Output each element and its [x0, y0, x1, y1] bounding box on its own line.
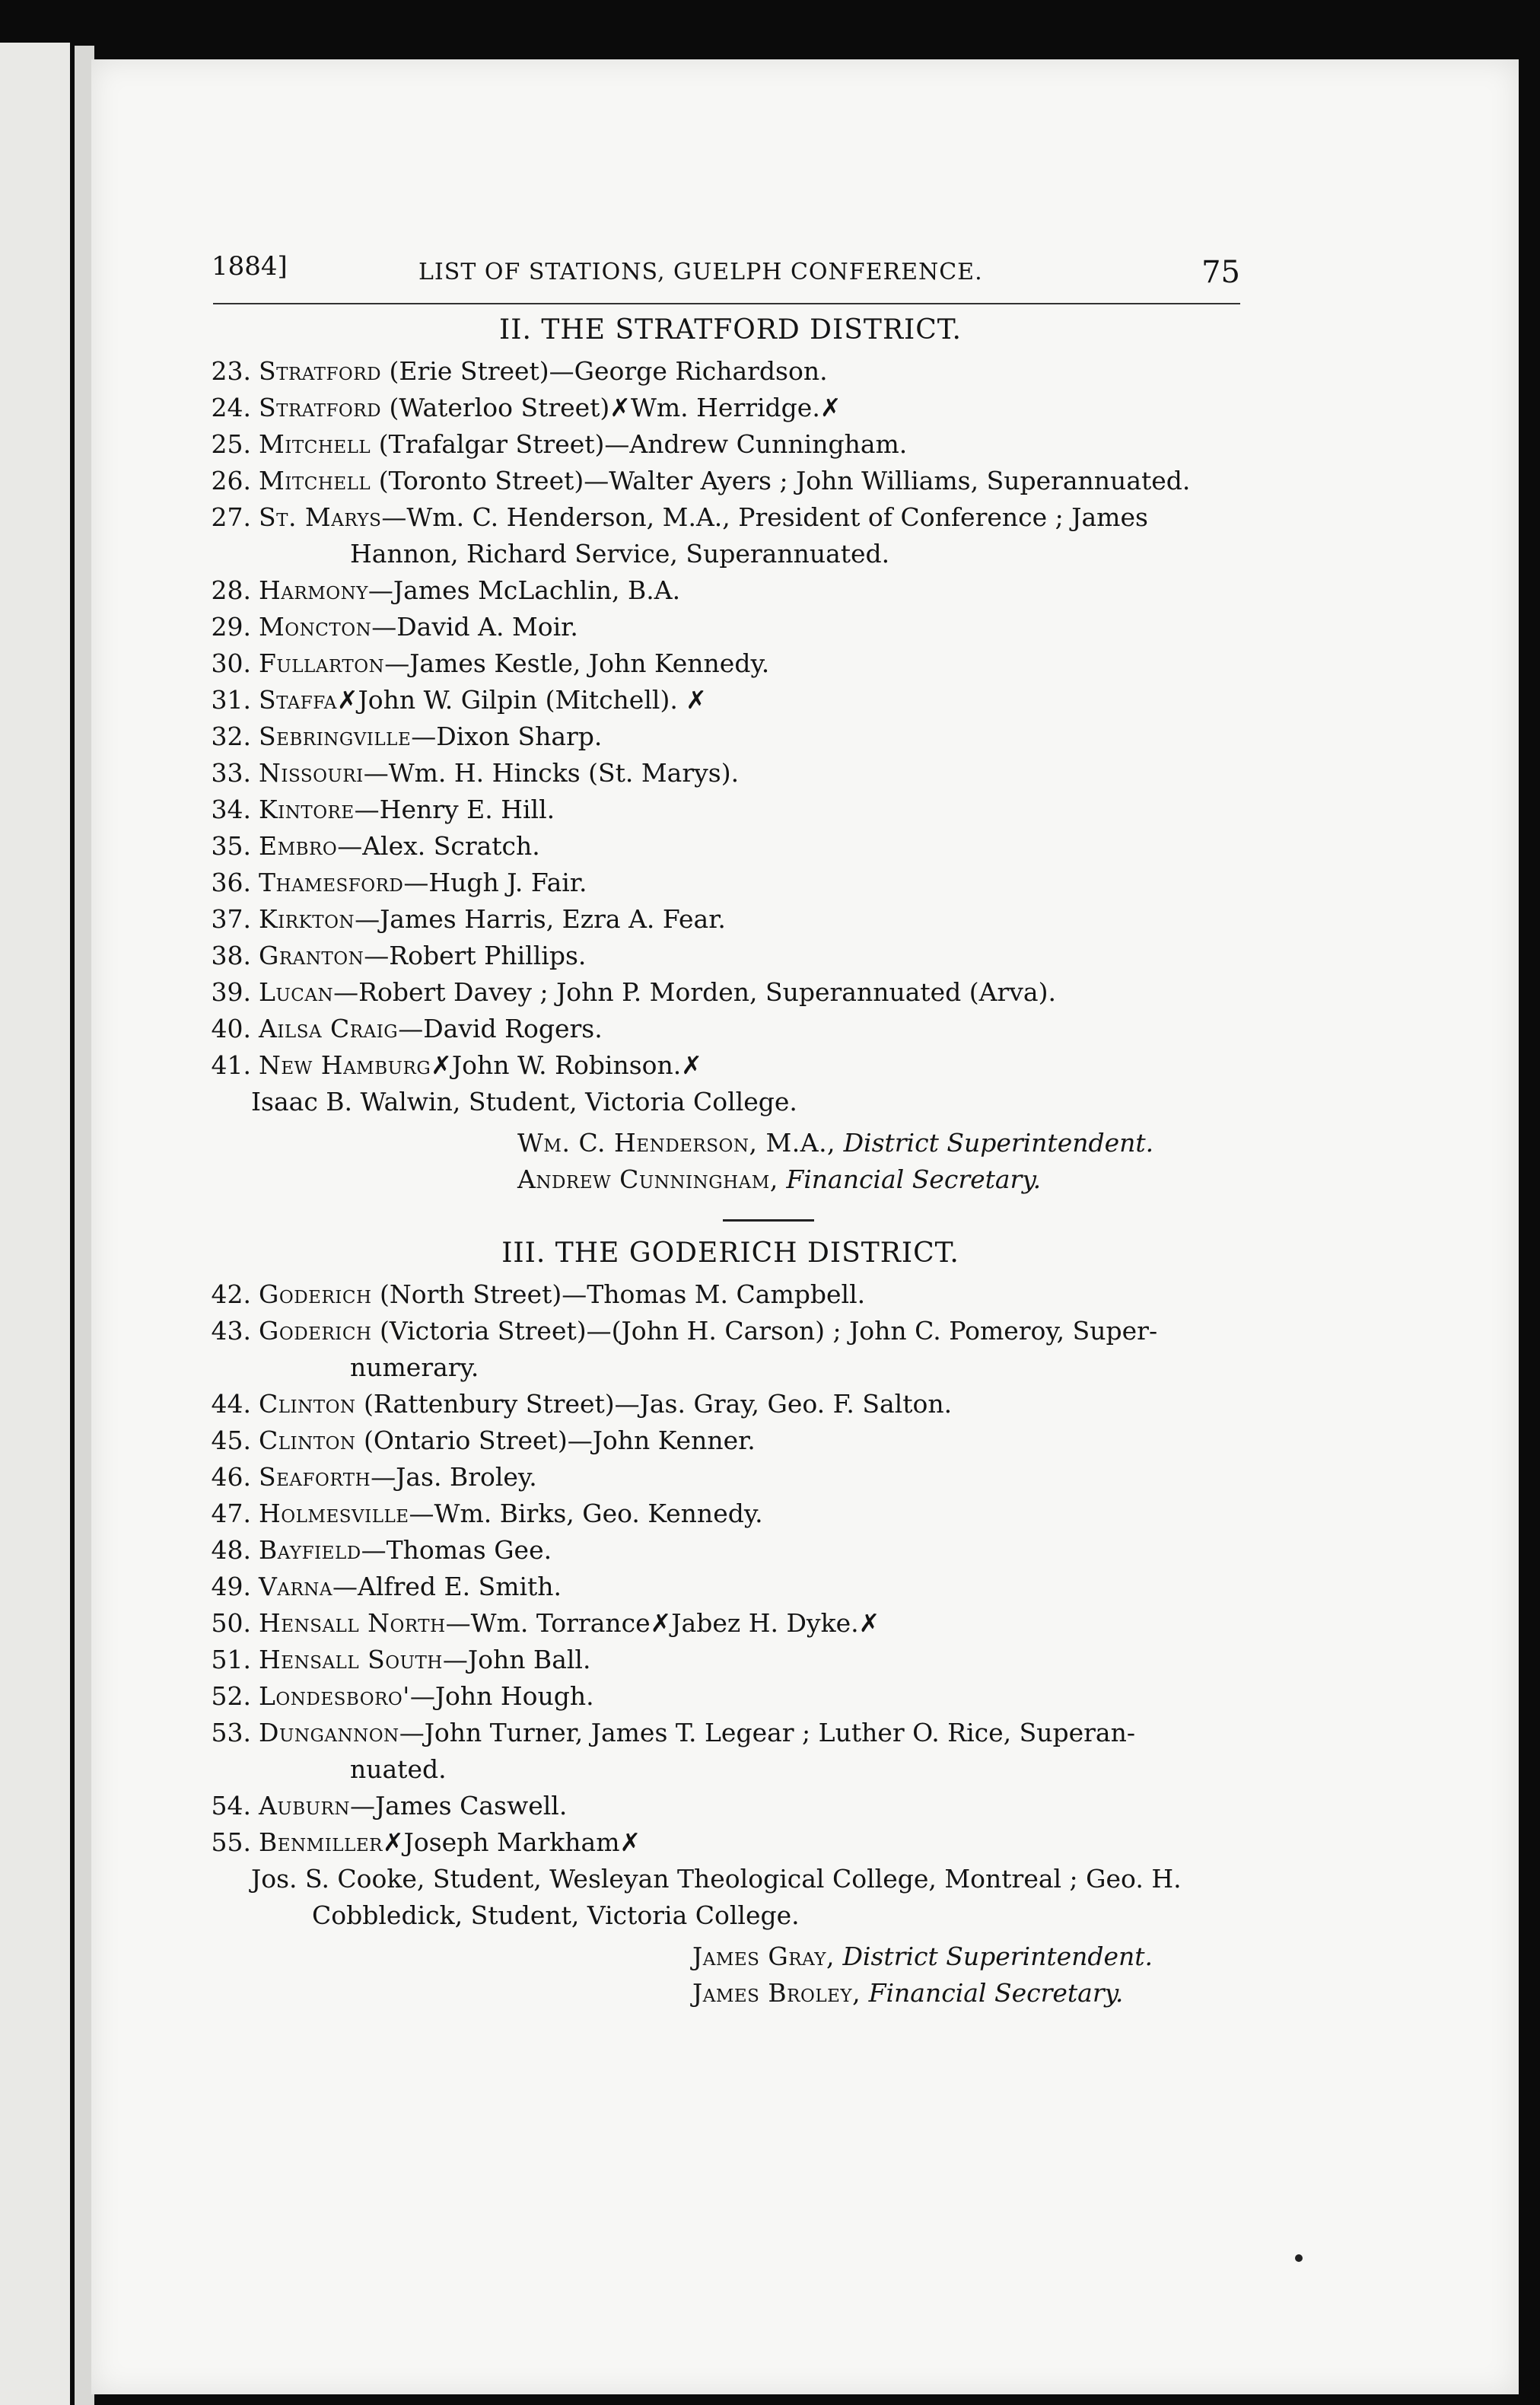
- station-place: Nissouri: [259, 758, 364, 788]
- station-text: [259, 645, 1255, 682]
- station-number: 52.: [211, 1681, 251, 1711]
- station-number: 25.: [211, 429, 251, 459]
- station-ministers: —John Ball.: [442, 1645, 591, 1674]
- station-text: [259, 865, 1255, 901]
- station-number: 50.: [211, 1608, 251, 1638]
- station-number: 46.: [211, 1462, 251, 1492]
- station-place: Fullarton: [259, 648, 385, 678]
- officer-role: Financial Secretary.: [786, 1164, 1042, 1194]
- station-ministers: —Dixon Sharp.: [411, 722, 603, 751]
- station-entry: [205, 1459, 1255, 1496]
- station-entry: [205, 390, 1255, 426]
- officer-name: Andrew Cunningham,: [517, 1164, 778, 1194]
- station-number: 49.: [211, 1572, 251, 1601]
- ink-speck: [1295, 2254, 1303, 2262]
- officer-line: [517, 1125, 1255, 1161]
- station-number: 51.: [211, 1645, 251, 1674]
- station-place: Stratford: [259, 356, 382, 386]
- station-ministers: —Hugh J. Fair.: [403, 868, 587, 897]
- station-place: Kirkton: [259, 904, 355, 934]
- station-number: 27.: [211, 502, 251, 532]
- section-divider: [723, 1219, 814, 1222]
- officer-name: James Broley,: [692, 1978, 861, 2008]
- station-text-continued: Hannon, Richard Service, Superannuated.: [350, 539, 890, 569]
- station-number: 28.: [211, 575, 251, 605]
- station-entry: [205, 426, 1255, 463]
- station-ministers: —James Kestle, John Kennedy.: [384, 648, 770, 678]
- officer-line: [692, 1938, 1255, 1975]
- station-ministers: —James Caswell.: [349, 1791, 568, 1820]
- officer-name: Wm. C. Henderson, M.A.,: [517, 1128, 836, 1158]
- station-entry: [205, 609, 1255, 645]
- station-entry: [205, 682, 1255, 718]
- student-note: [205, 1861, 1255, 1934]
- station-ministers: —Wm. Birks, Geo. Kennedy.: [409, 1499, 763, 1528]
- officer-role: District Superintendent.: [843, 1128, 1154, 1158]
- station-text: [259, 1678, 1255, 1715]
- station-entry: [205, 1788, 1255, 1824]
- station-text: [259, 1459, 1255, 1496]
- station-number: 36.: [211, 868, 251, 897]
- station-number: 34.: [211, 795, 251, 824]
- station-ministers: —Wm. Torrance✗Jabez H. Dyke.✗: [445, 1608, 880, 1638]
- station-number: 47.: [211, 1499, 251, 1528]
- station-entry: [205, 828, 1255, 865]
- station-number: 45.: [211, 1425, 251, 1455]
- station-place: Mitchell: [259, 429, 371, 459]
- station-text: [259, 901, 1255, 938]
- station-ministers: —Alex. Scratch.: [337, 831, 540, 861]
- district-sections: [205, 312, 1255, 2012]
- station-text: [259, 1422, 1255, 1459]
- station-place: Holmesville: [259, 1499, 409, 1528]
- station-number: 23.: [211, 356, 251, 386]
- station-text: [259, 938, 1255, 974]
- page-number: 75: [1201, 255, 1240, 290]
- station-place: Staffa: [259, 685, 337, 715]
- station-entry: [205, 1678, 1255, 1715]
- officer-name: James Gray,: [692, 1942, 835, 1971]
- station-ministers: (Waterloo Street)✗Wm. Herridge.✗: [381, 393, 842, 422]
- station-text: [259, 1532, 1255, 1569]
- station-place: Sebringville: [259, 722, 412, 751]
- station-place: Thamesford: [259, 868, 404, 897]
- station-ministers: —John Hough.: [409, 1681, 594, 1711]
- station-entry: [205, 792, 1255, 828]
- station-ministers: —Thomas Gee.: [361, 1535, 552, 1565]
- station-entry: [205, 1715, 1255, 1788]
- station-text: [259, 974, 1255, 1011]
- station-text: [259, 1276, 1255, 1313]
- station-text: [259, 1788, 1255, 1824]
- station-text: [259, 792, 1255, 828]
- station-place: Granton: [259, 941, 364, 970]
- student-note: [205, 1084, 1255, 1120]
- station-text-continued: numerary.: [350, 1352, 479, 1382]
- station-number: 35.: [211, 831, 251, 861]
- station-text: [259, 755, 1255, 792]
- station-entry: [205, 755, 1255, 792]
- station-place: Ailsa Craig: [259, 1014, 399, 1043]
- station-number: 41.: [211, 1050, 251, 1080]
- station-ministers: (Ontario Street)—John Kenner.: [355, 1425, 756, 1455]
- station-ministers: (Trafalgar Street)—Andrew Cunningham.: [371, 429, 908, 459]
- header-year: 1884]: [212, 251, 288, 282]
- station-text: [259, 1386, 1255, 1422]
- station-place: Clinton: [259, 1389, 356, 1419]
- station-place: Clinton: [259, 1425, 356, 1455]
- station-ministers: (Toronto Street)—Walter Ayers ; John Williams, Superannuated.: [371, 466, 1191, 495]
- station-ministers: —Alfred E. Smith.: [332, 1572, 562, 1601]
- station-number: 29.: [211, 612, 251, 642]
- station-text: [259, 1605, 1255, 1642]
- station-entry: [205, 901, 1255, 938]
- officer-role: Financial Secretary.: [868, 1978, 1124, 2008]
- station-text: [259, 390, 1255, 426]
- officer-line: [517, 1161, 1255, 1198]
- station-text: [259, 609, 1255, 645]
- station-entry: [205, 572, 1255, 609]
- station-number: 31.: [211, 685, 251, 715]
- station-place: Hensall North: [259, 1608, 446, 1638]
- station-ministers: ✗John W. Gilpin (Mitchell). ✗: [336, 685, 707, 715]
- station-place: Auburn: [259, 1791, 350, 1820]
- station-number: 55.: [211, 1827, 251, 1857]
- station-entry: [205, 353, 1255, 390]
- station-text: [259, 572, 1255, 609]
- station-text: [259, 828, 1255, 865]
- station-ministers: ✗John W. Robinson.✗: [431, 1050, 702, 1080]
- station-entry: [205, 1824, 1255, 1861]
- station-entry: [205, 1422, 1255, 1459]
- station-entry: [205, 1047, 1255, 1084]
- student-note-line: Jos. S. Cooke, Student, Wesleyan Theological College, Montreal ; Geo. H.: [251, 1864, 1182, 1894]
- header-title: LIST OF STATIONS, GUELPH CONFERENCE.: [418, 259, 983, 285]
- station-number: 48.: [211, 1535, 251, 1565]
- station-text: [259, 1642, 1255, 1678]
- station-text: [259, 499, 1255, 536]
- station-ministers: ✗Joseph Markham✗: [382, 1827, 641, 1857]
- station-ministers: (Victoria Street)—(John H. Carson) ; John C. Pomeroy, Super-: [371, 1316, 1158, 1346]
- station-entry: [205, 499, 1255, 572]
- station-text: [259, 1715, 1255, 1751]
- district-officers: [205, 1125, 1255, 1198]
- running-header: [205, 244, 1255, 297]
- district-officers: [205, 1938, 1255, 2012]
- station-entry: [205, 1496, 1255, 1532]
- station-entry: [205, 1532, 1255, 1569]
- station-place: Seaforth: [259, 1462, 371, 1492]
- station-ministers: —John Turner, James T. Legear ; Luther O. Rice, Superan-: [399, 1718, 1135, 1747]
- station-place: New Hamburg: [259, 1050, 431, 1080]
- station-text: [259, 353, 1255, 390]
- page-content: [205, 244, 1255, 2012]
- station-place: Moncton: [259, 612, 372, 642]
- station-number: 32.: [211, 722, 251, 751]
- station-entry: [205, 938, 1255, 974]
- station-text: [259, 682, 1255, 718]
- station-place: Benmiller: [259, 1827, 383, 1857]
- station-number: 37.: [211, 904, 251, 934]
- station-text: [259, 718, 1255, 755]
- station-ministers: —Wm. H. Hincks (St. Marys).: [363, 758, 740, 788]
- station-entry: [205, 645, 1255, 682]
- station-place: Goderich: [259, 1279, 372, 1309]
- station-place: Harmony: [259, 575, 368, 605]
- station-number: 30.: [211, 648, 251, 678]
- station-text: [259, 426, 1255, 463]
- station-entry: [205, 1605, 1255, 1642]
- station-entry: [205, 1386, 1255, 1422]
- station-number: 40.: [211, 1014, 251, 1043]
- station-ministers: —Robert Phillips.: [364, 941, 587, 970]
- station-place: Hensall South: [259, 1645, 443, 1674]
- station-ministers: —David Rogers.: [398, 1014, 603, 1043]
- station-text: [259, 463, 1255, 499]
- station-ministers: (North Street)—Thomas M. Campbell.: [371, 1279, 866, 1309]
- station-place: Kintore: [259, 795, 355, 824]
- station-ministers: —Wm. C. Henderson, M.A., President of Conference ; James: [381, 502, 1148, 532]
- scan-left-margin: [0, 43, 70, 2405]
- station-place: Bayfield: [259, 1535, 361, 1565]
- station-number: 39.: [211, 977, 251, 1007]
- station-place: Londesboro': [259, 1681, 410, 1711]
- station-text: [259, 1824, 1255, 1861]
- station-entry: [205, 1642, 1255, 1678]
- station-entry: [205, 1313, 1255, 1386]
- station-text: [259, 1496, 1255, 1532]
- officer-line: [692, 1975, 1255, 2012]
- station-ministers: —James McLachlin, B.A.: [368, 575, 681, 605]
- station-number: 43.: [211, 1316, 251, 1346]
- station-ministers: (Rattenbury Street)—Jas. Gray, Geo. F. Salton.: [355, 1389, 953, 1419]
- station-number: 54.: [211, 1791, 251, 1820]
- station-number: 42.: [211, 1279, 251, 1309]
- station-entry: [205, 974, 1255, 1011]
- station-text-continued: nuated.: [350, 1754, 447, 1784]
- station-place: Stratford: [259, 393, 382, 422]
- station-text: [259, 1569, 1255, 1605]
- station-number: 24.: [211, 393, 251, 422]
- station-number: 53.: [211, 1718, 251, 1747]
- station-number: 38.: [211, 941, 251, 970]
- header-rule: [213, 303, 1240, 304]
- student-note-continued: Cobbledick, Student, Victoria College.: [312, 1900, 800, 1930]
- station-ministers: —James Harris, Ezra A. Fear.: [355, 904, 726, 934]
- station-place: Goderich: [259, 1316, 372, 1346]
- station-place: Varna: [259, 1572, 332, 1601]
- station-entry: [205, 1011, 1255, 1047]
- station-text: [259, 1047, 1255, 1084]
- station-ministers: (Erie Street)—George Richardson.: [381, 356, 828, 386]
- station-number: 33.: [211, 758, 251, 788]
- station-entry: [205, 1276, 1255, 1313]
- station-place: Embro: [259, 831, 338, 861]
- station-text: [259, 1313, 1255, 1349]
- student-note-line: Isaac B. Walwin, Student, Victoria College.: [251, 1087, 797, 1116]
- station-text: [259, 1011, 1255, 1047]
- station-number: 26.: [211, 466, 251, 495]
- station-place: Mitchell: [259, 466, 371, 495]
- station-ministers: —Jas. Broley.: [371, 1462, 537, 1492]
- officer-role: District Superintendent.: [842, 1942, 1153, 1971]
- station-place: Dungannon: [259, 1718, 399, 1747]
- station-number: 44.: [211, 1389, 251, 1419]
- district-title: III. THE GODERICH DISTRICT.: [501, 1238, 959, 1269]
- station-entry: [205, 718, 1255, 755]
- station-ministers: —Henry E. Hill.: [354, 795, 555, 824]
- station-ministers: —David A. Moir.: [371, 612, 578, 642]
- station-entry: [205, 1569, 1255, 1605]
- station-place: Lucan: [259, 977, 334, 1007]
- station-ministers: —Robert Davey ; John P. Morden, Superannuated (Arva).: [333, 977, 1056, 1007]
- district-title: II. THE STRATFORD DISTRICT.: [499, 314, 962, 346]
- station-entry: [205, 865, 1255, 901]
- station-place: St. Marys: [259, 502, 382, 532]
- station-entry: [205, 463, 1255, 499]
